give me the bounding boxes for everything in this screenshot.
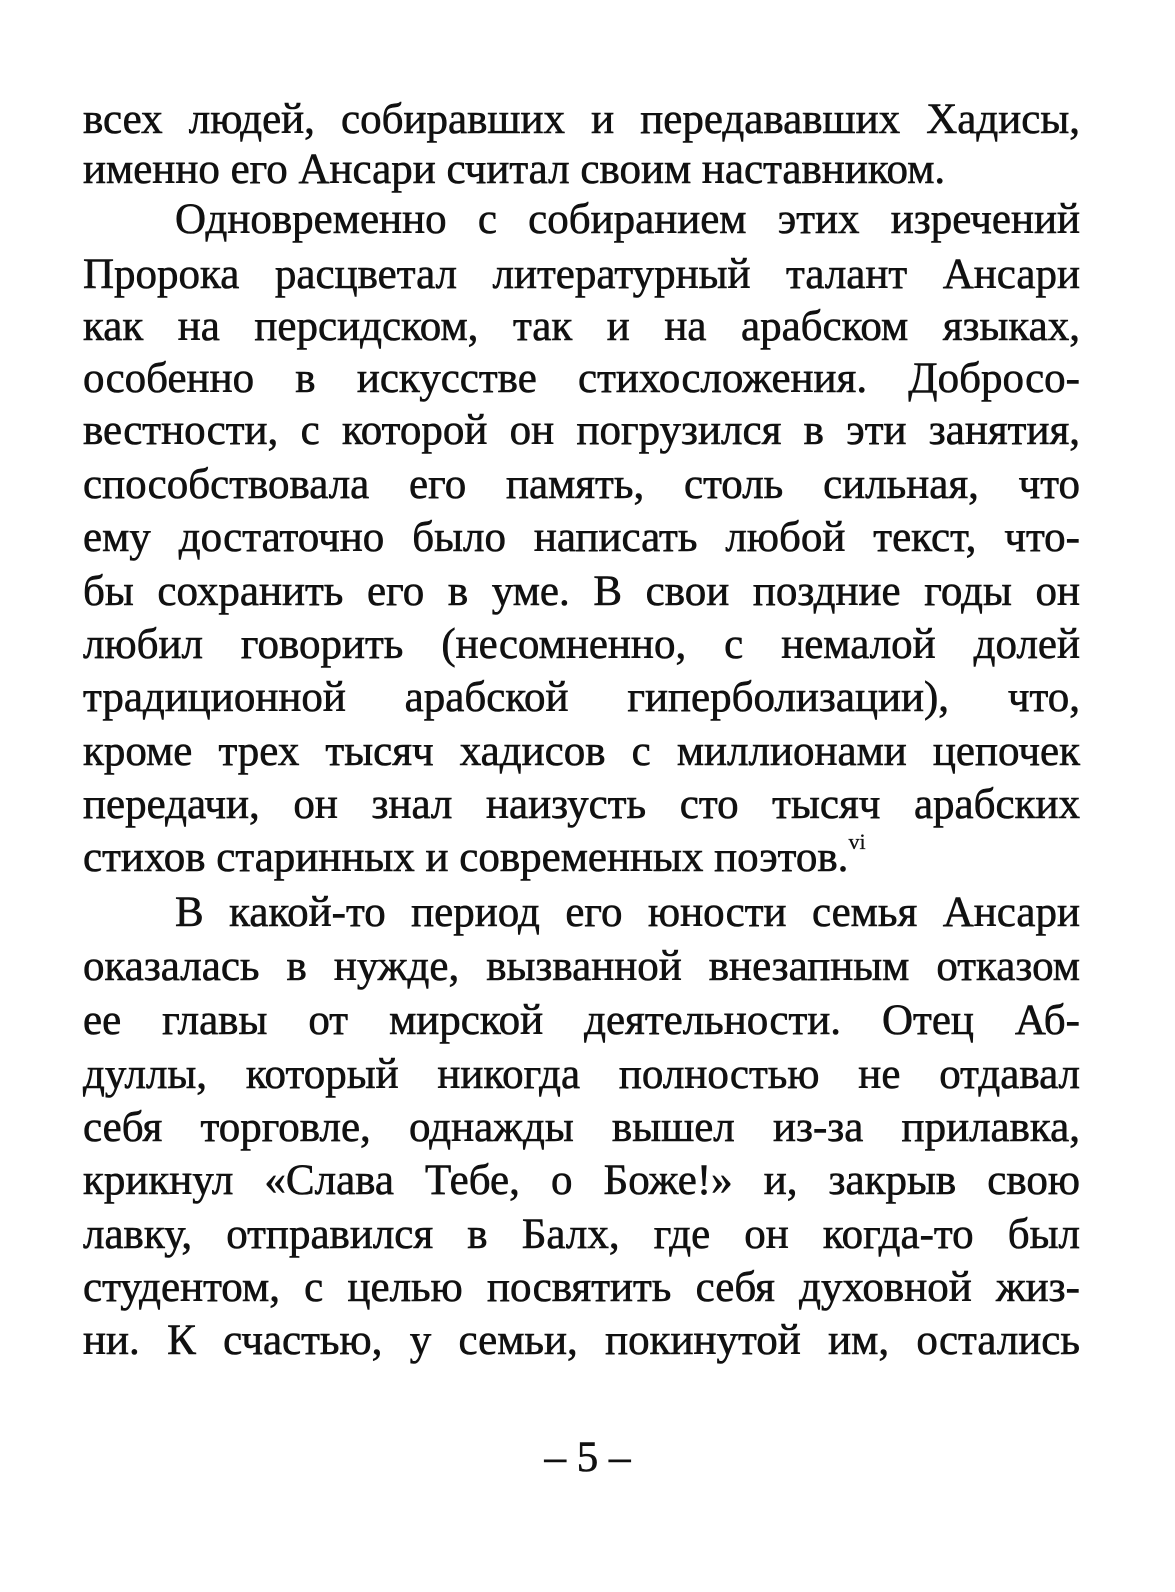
- text-line: любил говорить (несомненно, с немалой долей: [83, 621, 1080, 668]
- text-line: всех людей, собиравших и передававших Хадисы,: [83, 96, 1080, 143]
- text-line: передачи, он знал наизусть сто тысяч арабских: [83, 781, 1080, 828]
- text-line: бы сохранить его в уме. В свои поздние годы он: [83, 568, 1080, 615]
- text-line: В какой-то период его юности семья Ансари: [175, 889, 1080, 936]
- text-line: кроме трех тысяч хадисов с миллионами цепочек: [83, 728, 1080, 775]
- text-line: именно его Ансари считал своим наставником.: [83, 146, 946, 193]
- text-line: вестности, с которой он погрузился в эти занятия,: [83, 407, 1080, 454]
- text-line: лавку, отправился в Балх, где он когда-то был: [83, 1211, 1080, 1258]
- text-line: студентом, с целью посвятить себя духовной жиз-: [83, 1264, 1080, 1311]
- text-line: Пророка расцветал литературный талант Ансари: [83, 251, 1080, 298]
- footnote-marker[interactable]: vi: [848, 829, 866, 854]
- text-line-with-footnote: [83, 829, 1080, 883]
- text-line: ему достаточно было написать любой текст, что-: [83, 514, 1080, 561]
- text-line: ни. К счастью, у семьи, покинутой им, остались: [83, 1317, 1080, 1364]
- text-line: себя торговле, однажды вышел из-за прилавка,: [83, 1104, 1080, 1151]
- text-line: стихов старинных и современных поэтов.: [83, 834, 849, 881]
- text-line: как на персидском, так и на арабском языках,: [83, 303, 1080, 350]
- text-line: особенно в искусстве стихосложения. Добросо-: [83, 355, 1080, 402]
- text-line: традиционной арабской гиперболизации), что,: [83, 674, 1080, 721]
- text-line: ее главы от мирской деятельности. Отец Аб-: [83, 997, 1080, 1044]
- text-line: крикнул «Слава Тебе, о Боже!» и, закрыв свою: [83, 1157, 1080, 1204]
- page-number: – 5 –: [544, 1434, 631, 1481]
- text-line: оказалась в нужде, вызванной внезапным отказом: [83, 943, 1080, 990]
- text-line: способствовала его память, столь сильная, что: [83, 461, 1080, 508]
- text-line: Одновременно с собиранием этих изречений: [175, 196, 1080, 243]
- text-line: дуллы, который никогда полностью не отдавал: [83, 1051, 1080, 1098]
